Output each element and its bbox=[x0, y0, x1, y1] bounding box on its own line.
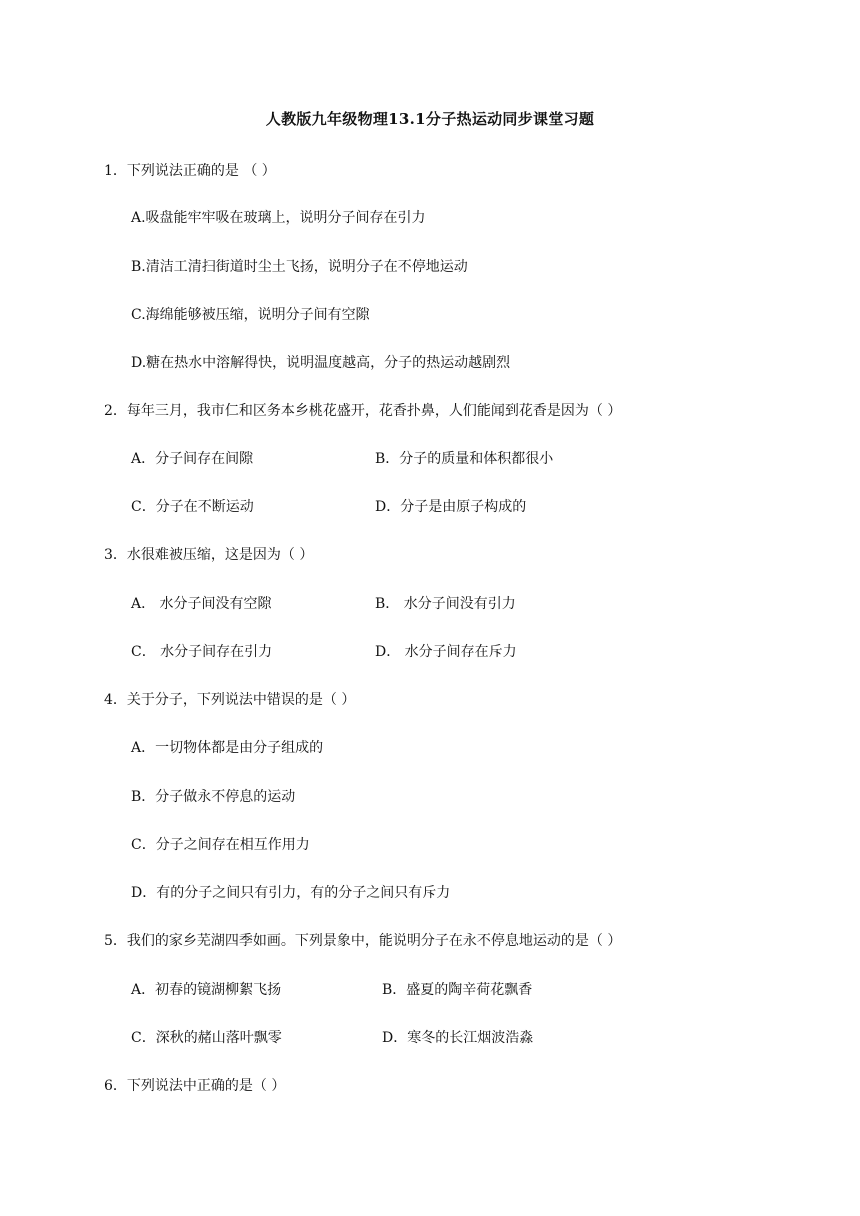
question-4-stem: 4．关于分子，下列说法中错误的是（ ） bbox=[104, 692, 356, 708]
question-4-option-d: D．有的分子之间只有引力，有的分子之间只有斥力 bbox=[131, 885, 451, 901]
question-2-option-b: B．分子的质量和体积都很小 bbox=[375, 451, 554, 467]
question-3-option-d: D． 水分子间存在斥力 bbox=[375, 644, 517, 660]
question-4-option-c: C．分子之间存在相互作用力 bbox=[131, 837, 310, 853]
question-5-option-a: A．初春的镜湖柳絮飞扬 bbox=[131, 982, 282, 998]
question-1-option-c: C.海绵能够被压缩，说明分子间有空隙 bbox=[131, 307, 370, 323]
question-2-option-a: A．分子间存在间隙 bbox=[131, 451, 254, 467]
question-1-option-b: B.清洁工清扫街道时尘土飞扬，说明分子在不停地运动 bbox=[131, 259, 468, 275]
question-1-option-a: A.吸盘能牢牢吸在玻璃上，说明分子间存在引力 bbox=[131, 210, 426, 226]
question-3-option-b: B． 水分子间没有引力 bbox=[375, 596, 516, 612]
question-5-option-b: B．盛夏的陶辛荷花飘香 bbox=[382, 982, 533, 998]
question-5-stem: 5．我们的家乡芜湖四季如画。下列景象中，能说明分子在永不停息地运动的是（ ） bbox=[104, 933, 622, 949]
question-3-option-c: C． 水分子间存在引力 bbox=[131, 644, 273, 660]
document-title: 人教版九年级物理13.1分子热运动同步课堂习题 bbox=[265, 110, 595, 128]
question-2-stem: 2．每年三月，我市仁和区务本乡桃花盛开，花香扑鼻，人们能闻到花香是因为（ ） bbox=[104, 403, 622, 419]
question-5-option-d: D．寒冬的长江烟波浩淼 bbox=[382, 1030, 534, 1046]
question-1-stem: 1．下列说法正确的是 （ ） bbox=[104, 163, 276, 179]
question-2-option-c: C．分子在不断运动 bbox=[131, 499, 254, 515]
question-3-option-a: A． 水分子间没有空隙 bbox=[131, 596, 272, 612]
question-5-option-c: C．深秋的赭山落叶飘零 bbox=[131, 1030, 282, 1046]
question-3-stem: 3．水很难被压缩，这是因为（ ） bbox=[104, 547, 314, 563]
question-4-option-b: B．分子做永不停息的运动 bbox=[131, 789, 296, 805]
question-4-option-a: A．一切物体都是由分子组成的 bbox=[131, 740, 324, 756]
question-2-option-d: D．分子是由原子构成的 bbox=[375, 499, 527, 515]
question-6-stem: 6．下列说法中正确的是（ ） bbox=[104, 1078, 286, 1094]
question-1-option-d: D.糖在热水中溶解得快，说明温度越高，分子的热运动越剧烈 bbox=[131, 355, 511, 371]
